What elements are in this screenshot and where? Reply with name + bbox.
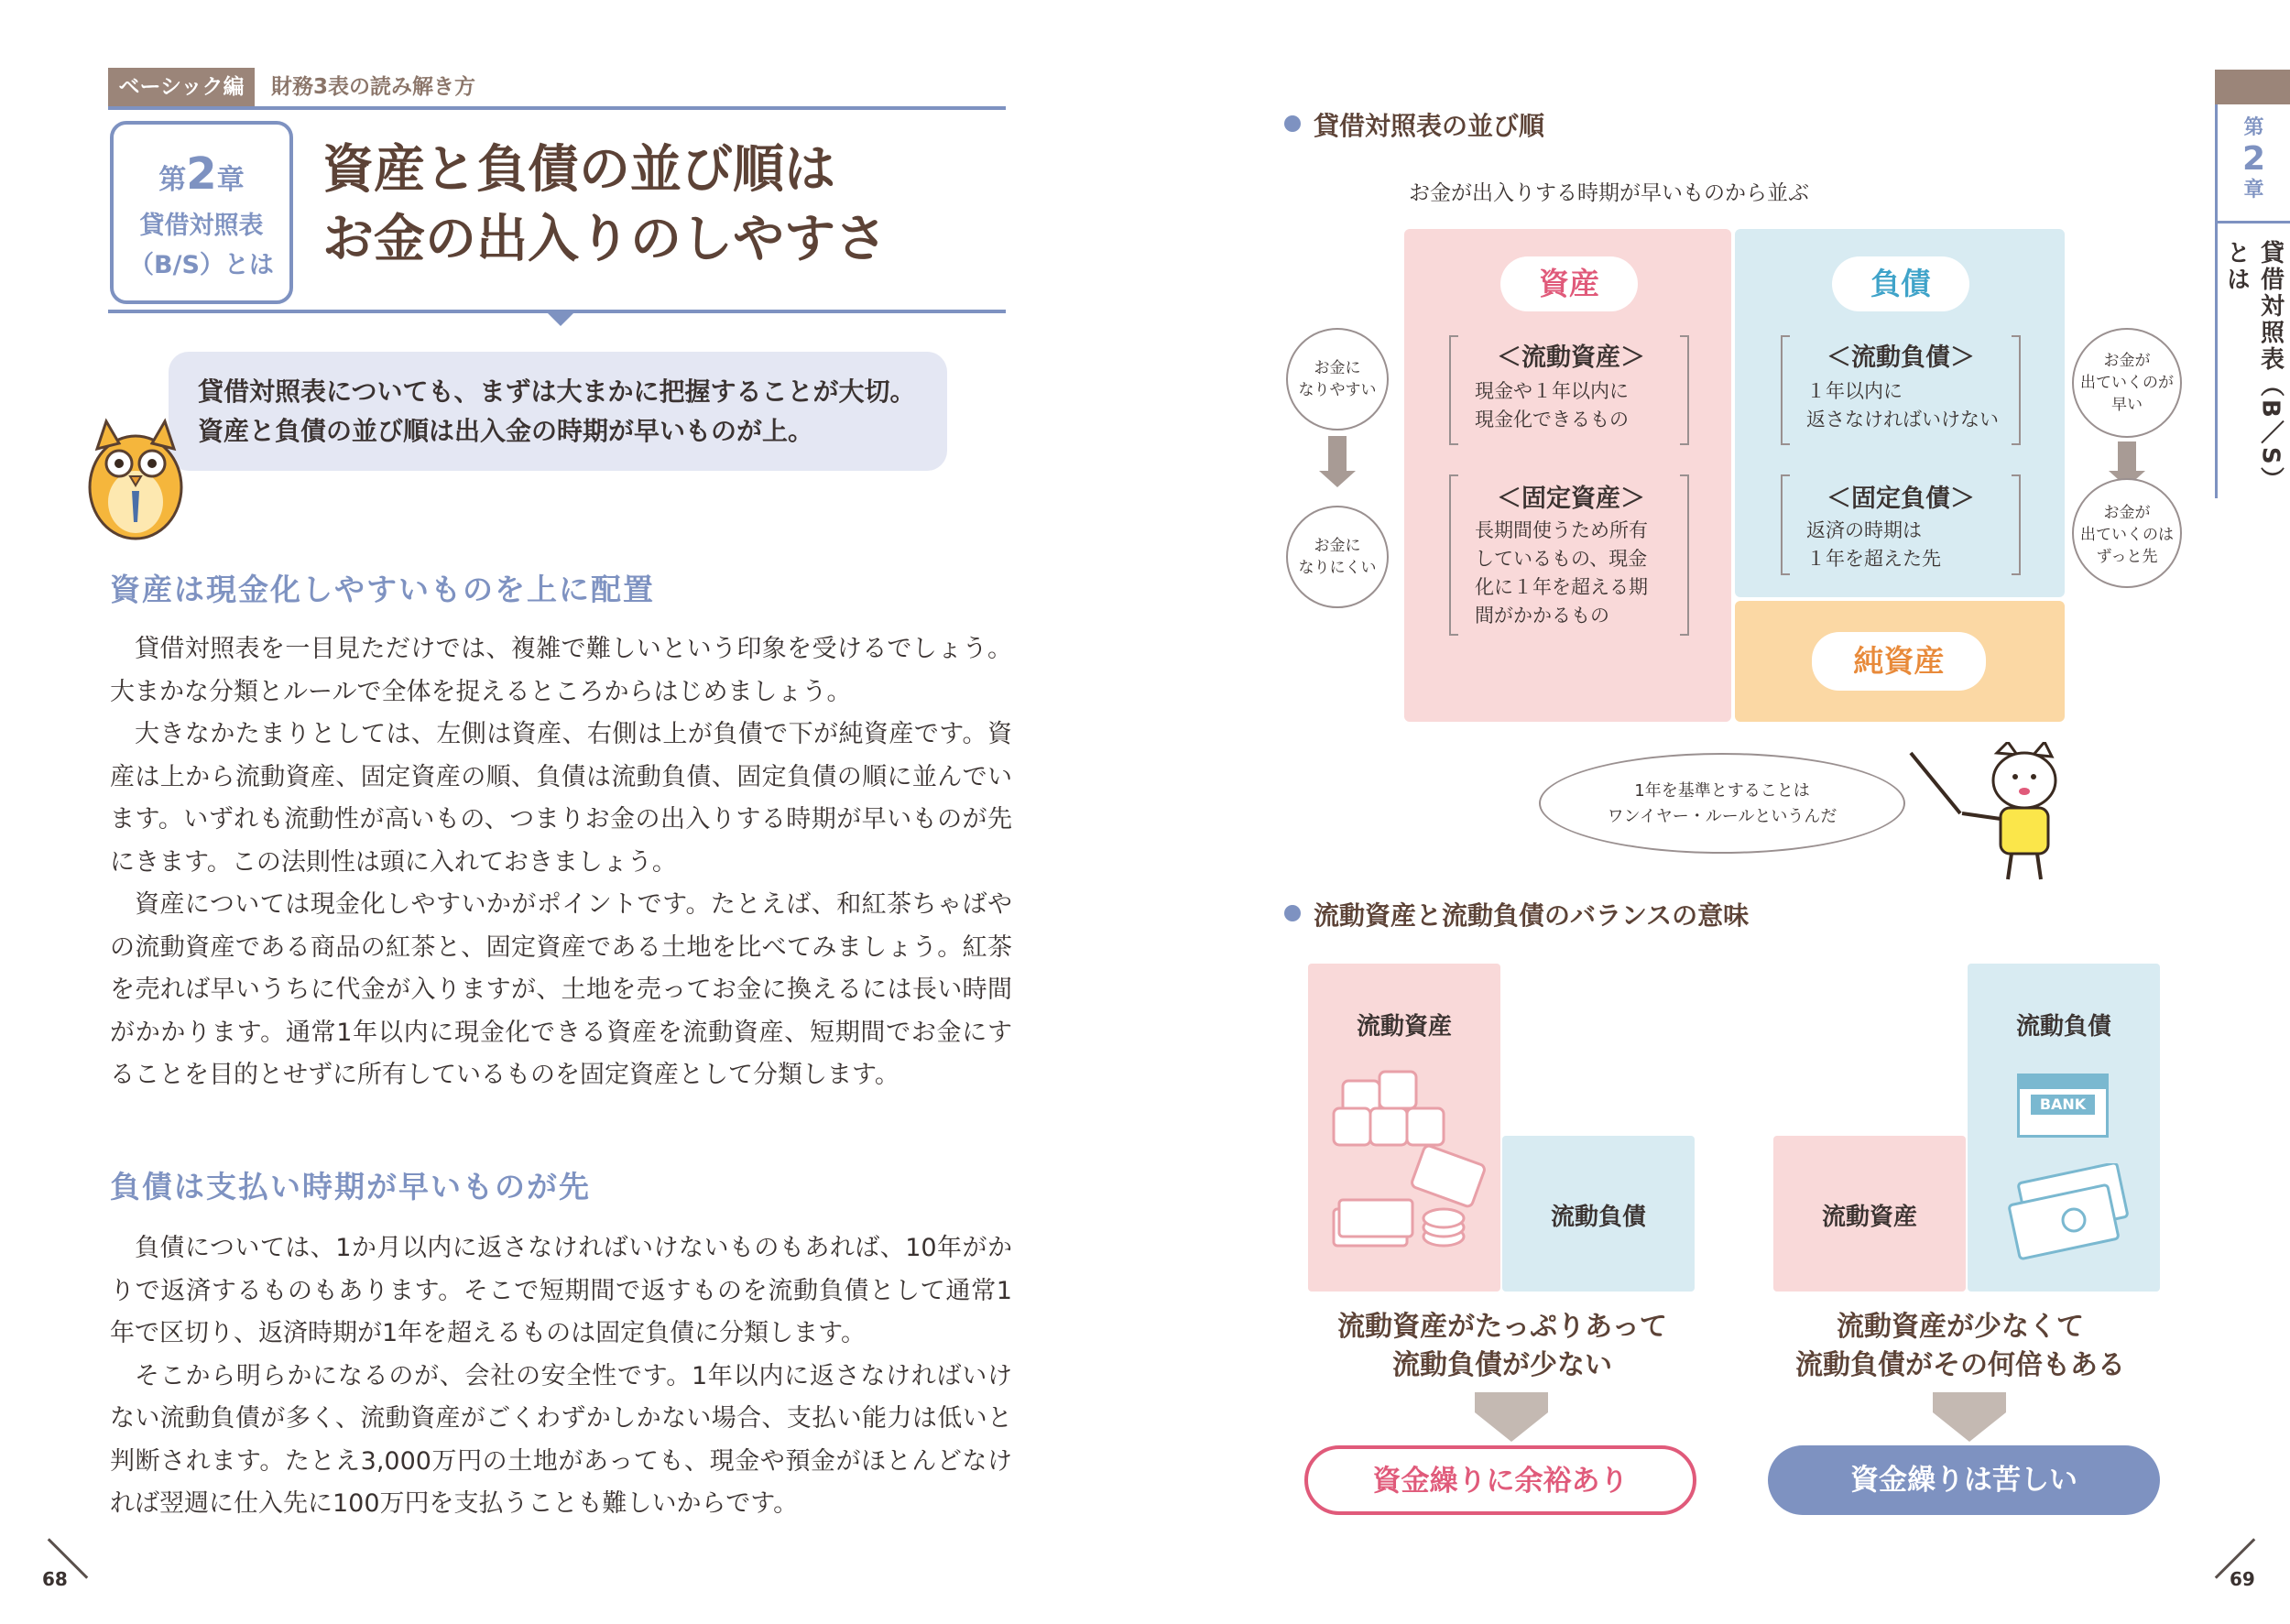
- section1-paragraph: 資産については現金化しやすいかがポイントです。たとえば、和紅茶ちゃばやの流動資産である商品の紅茶と、固定資産である土地を比べてみましょう。紅茶を売れば早いうちに代金が入りますが、土地を売ってお金に換えるには長い時間がかかります。通常1年以内に現金化できる資産を流動資産、短期間でお金にすることを目的とせずに所有しているものを固定資産として分類します。: [110, 890, 1012, 1089]
- side-tab: [2215, 70, 2290, 104]
- chapter-number: 第2章: [158, 148, 245, 200]
- current-liabilities-title: ＜流動負債＞: [1827, 343, 1975, 372]
- header-rule: [108, 106, 1006, 110]
- bracket: [2012, 474, 2021, 575]
- bubble-out-early: お金が 出ていくのが 早い: [2072, 328, 2182, 438]
- figure2-heading: 流動資産と流動負債のバランスの意味: [1314, 900, 1750, 931]
- section2-paragraph: 負債については、1か月以内に返さなければいけないものもあれば、10年がかりで返済するものもあります。そこで短期間で返すものを流動負債として通常1年で区切り、返済時期が1年を超えるものは固定負債に分類します。: [110, 1234, 1012, 1347]
- bullet-dot: [1284, 905, 1301, 921]
- arrow-down-icon: [1933, 1392, 2006, 1412]
- cat-teacher-icon: [1905, 742, 2061, 888]
- equity-label: 純資産: [1812, 632, 1986, 691]
- right-small-label: 流動資産: [1821, 1204, 1917, 1231]
- result-tight: 資金繰りは苦しい: [1768, 1445, 2160, 1515]
- section1-paragraph: 貸借対照表を一目見ただけでは、複雑で難しいという印象を受けるでしょう。大まかな分類とルールで全体を捉えるところからはじめましょう。: [110, 635, 1012, 706]
- liabilities-label: 負債: [1832, 256, 1969, 311]
- figure1-heading: 貸借対照表の並び順: [1314, 111, 1545, 141]
- assets-label: 資産: [1500, 256, 1638, 311]
- bubble-easy-to-cash: お金に なりやすい: [1286, 328, 1389, 431]
- chapter-title-line1: 貸借対照表: [139, 212, 264, 240]
- assets-goods-icon: [1325, 1063, 1489, 1273]
- bracket: [2012, 335, 2021, 445]
- bubble-hard-to-cash: お金に なりにくい: [1286, 506, 1389, 608]
- bracket: [1781, 474, 1790, 575]
- right-big-label: 流動負債: [2015, 1013, 2111, 1041]
- left-caption: 流動資産がたっぷりあって 流動負債が少ない: [1337, 1311, 1667, 1381]
- bracket: [1781, 335, 1790, 445]
- figure1-caption: お金が出入りする時期が早いものから並ぶ: [1409, 181, 1809, 205]
- arrow-down-icon: [1328, 436, 1347, 473]
- right-caption: 流動資産が少なくて 流動負債がその何倍もある: [1795, 1311, 2125, 1381]
- series-subtitle: 財務3表の読み解き方: [271, 75, 476, 99]
- side-chapter: 第 2 章: [2215, 104, 2290, 223]
- fixed-liabilities-desc: 返済の時期は １年を超えた先: [1806, 519, 1941, 570]
- arrow-down-icon: [1319, 471, 1356, 487]
- fixed-assets-title: ＜固定資産＞: [1497, 485, 1645, 513]
- current-liabilities-desc: １年以内に 返さなければいけない: [1806, 380, 1999, 431]
- bracket: [1449, 474, 1458, 636]
- current-assets-desc: 現金や１年以内に 現金化できるもの: [1475, 380, 1629, 431]
- section1-paragraph: 大きなかたまりとしては、左側は資産、右側は上が負債で下が純資産です。資産は上から流動資産、固定資産の順、負債は流動負債、固定負債の順に並んでいます。いずれも流動性が高いもの、つまりお金の出入りする時期が早いものが先にきます。この法則性は頭に入れておきましょう。: [110, 720, 1012, 877]
- current-assets-title: ＜流動資産＞: [1497, 343, 1645, 372]
- cat-speech-bubble: 1年を基準とすることは ワンイヤー・ルールというんだ: [1539, 753, 1905, 854]
- chapter-box: [110, 121, 293, 304]
- bubble-out-later: お金が 出ていくのは ずっと先: [2072, 478, 2182, 588]
- title-rule-notch: [546, 311, 575, 326]
- series-tag: ベーシック編: [108, 68, 255, 106]
- bracket: [1449, 335, 1458, 445]
- section2-heading: 負債は支払い時期が早いものが先: [110, 1169, 591, 1204]
- result-comfortable: 資金繰りに余裕あり: [1304, 1445, 1696, 1515]
- bullet-dot: [1284, 115, 1301, 132]
- bracket: [1680, 474, 1689, 636]
- section1-heading: 資産は現金化しやすいものを上に配置: [110, 572, 655, 607]
- arrow-down-icon: [2118, 441, 2136, 474]
- bracket: [1680, 335, 1689, 445]
- arrow-down-icon: [1475, 1392, 1548, 1412]
- arrow-down-icon: [1475, 1412, 1548, 1442]
- side-title: 貸借対照表（B／S）とは: [2215, 223, 2290, 498]
- intro-box: 貸借対照表についても、まずは大まかに把握することが大切。 資産と負債の並び順は出入金の時期が早いものが上。: [169, 352, 947, 471]
- left-small-label: 流動負債: [1550, 1204, 1646, 1231]
- owl-icon: [81, 412, 191, 540]
- arrow-down-icon: [1933, 1412, 2006, 1442]
- page-number-left: 68: [42, 1568, 68, 1590]
- bills-icon: [2004, 1163, 2132, 1264]
- section2-body: [110, 1227, 1012, 1526]
- fixed-liabilities-title: ＜固定負債＞: [1827, 485, 1975, 513]
- left-big-label: 流動資産: [1356, 1013, 1452, 1041]
- chapter-title-line2: （B/S）とは: [129, 251, 274, 279]
- fixed-assets-desc: 長期間使うため所有 しているもの、現金 化に１年を超える期 間がかかるもの: [1475, 519, 1648, 627]
- section1-body: [110, 628, 1012, 1097]
- section2-paragraph: そこから明らかになるのが、会社の安全性です。1年以内に返さなければいけない流動負債が多く、流動資産がごくわずかしかない場合、支払い能力は低いと判断されます。たとえ3,000万円の土地があっても、現金や預金がほとんどなければ翌週に仕入先に100万円を支払うことも難しいからです。: [110, 1361, 1012, 1518]
- page-title: 資産と負債の並び順は お金の出入りのしやすさ: [322, 140, 887, 269]
- bank-icon: BANK: [2017, 1074, 2109, 1138]
- page-number-right: 69: [2230, 1568, 2255, 1590]
